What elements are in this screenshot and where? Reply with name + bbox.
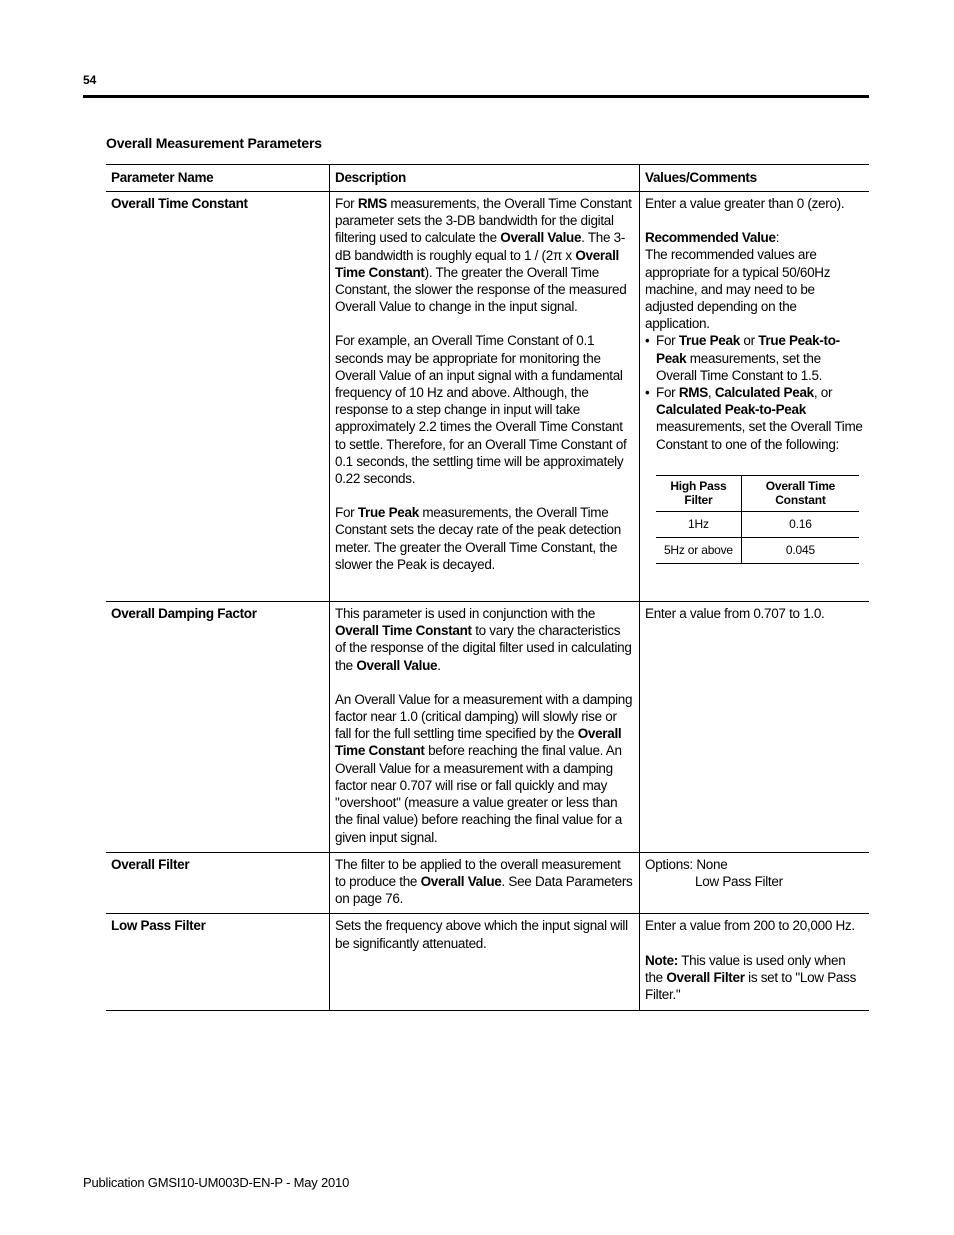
subtable-row	[656, 537, 859, 563]
subtable-cell: 0.16	[741, 511, 859, 537]
header-description: Description	[330, 165, 640, 192]
param-values	[640, 602, 870, 853]
param-name	[106, 852, 330, 914]
table-title: Overall Measurement Parameters	[106, 135, 322, 151]
description-paragraph: For example, an Overall Time Constant of 0.1 seconds may be appropriate for monitoring the Overall Value of an input signal with a fundamental frequency of 10 Hz and above. Although, the response to a step change in input will take approximately 2.2 times the Overall Time Constant to settle. Therefore, for an Overall Time Constant of 0.1 seconds, the settling time will be approximately 0.22 seconds.	[335, 333, 627, 487]
param-name	[106, 192, 330, 602]
param-description	[330, 914, 640, 1011]
values-intro: Enter a value greater than 0 (zero).	[645, 196, 845, 211]
description-paragraph: An Overall Value for a measurement with a damping factor near 1.0 (critical damping) will slowly rise or fall for the full settling time specified by the Overall Time Constant before reaching the final value. An Overall Value for a measurement with a damping factor near 0.707 will rise or fall quickly and may "overshoot" (measure a value greater or less than the final value) before reaching the final value for a given input signal.	[335, 691, 633, 845]
time-constant-subtable	[656, 475, 859, 564]
header-rule	[83, 95, 869, 98]
recommended-text: The recommended values are appropriate for a typical 50/60Hz machine, and may need to be adjusted depending on the application.	[645, 247, 831, 332]
subtable-cell: 5Hz or above	[656, 537, 741, 563]
param-name-text: Low Pass Filter	[111, 918, 206, 934]
subtable-row	[656, 511, 859, 537]
recommended-value: Recommended Value:	[645, 230, 780, 246]
publication-footer: Publication GMSI10-UM003D-EN-P - May 2010	[83, 1175, 350, 1190]
description-paragraph: For RMS measurements, the Overall Time Constant parameter sets the 3-DB bandwidth for the digital filtering used to calculate the Overall Value. The 3-dB bandwidth is roughly equal to 1 / (2π x Overall Time Constant). The greater the Overall Time Constant, the slower the response of the measured Overall Value to change in the input signal.	[335, 196, 632, 315]
list-item: • For RMS, Calculated Peak, or Calculated Peak-to-Peak measurements, set the Overall Time Constant to one of the following:	[645, 384, 864, 453]
description-paragraph: The filter to be applied to the overall measurement to produce the Overall Value. See Data Parameters on page 76.	[335, 856, 633, 907]
table-row	[106, 602, 869, 853]
param-values	[640, 852, 870, 914]
param-values	[640, 914, 870, 1011]
header-parameter-name: Parameter Name	[106, 165, 330, 192]
description-paragraph: Sets the frequency above which the input signal will be significantly attenuated.	[335, 918, 628, 951]
table-header-row	[106, 165, 869, 192]
parameters-table	[106, 164, 869, 1011]
options-label: Options: None	[645, 856, 728, 872]
subtable-cell: 1Hz	[656, 511, 741, 537]
header-values-comments: Values/Comments	[640, 165, 870, 192]
subtable-cell: 0.045	[741, 537, 859, 563]
param-description	[330, 602, 640, 853]
values-text: Enter a value from 200 to 20,000 Hz.	[645, 918, 855, 934]
param-values	[640, 192, 870, 602]
option-item: Low Pass Filter	[695, 873, 783, 889]
param-description	[330, 852, 640, 914]
recommendation-list	[645, 332, 864, 452]
list-item: • For True Peak or True Peak-to-Peak measurements, set the Overall Time Constant to 1.5.	[645, 332, 864, 384]
param-name-text: Overall Filter	[111, 856, 190, 872]
table-row	[106, 852, 869, 914]
subtable-header-filter: High Pass Filter	[656, 475, 741, 511]
page-number: 54	[83, 73, 97, 87]
description-paragraph: For True Peak measurements, the Overall Time Constant sets the decay rate of the peak detection meter. The greater the Overall Time Constant, the slower the Peak is decayed.	[335, 505, 621, 572]
param-name-text: Overall Time Constant	[111, 196, 248, 211]
table-row	[106, 192, 869, 602]
param-name-text: Overall Damping Factor	[111, 606, 257, 622]
description-paragraph: This parameter is used in conjunction with the Overall Time Constant to vary the characteristics of the response of the digital filter used in calculating the Overall Value.	[335, 606, 632, 673]
values-text: Enter a value from 0.707 to 1.0.	[645, 606, 825, 622]
table-row	[106, 914, 869, 1011]
subtable-header-constant: Overall Time Constant	[741, 475, 859, 511]
param-name	[106, 602, 330, 853]
param-description	[330, 192, 640, 602]
values-note: Note: This value is used only when the Overall Filter is set to "Low Pass Filter."	[645, 952, 857, 1002]
param-name	[106, 914, 330, 1011]
subtable-header-row	[656, 475, 859, 511]
